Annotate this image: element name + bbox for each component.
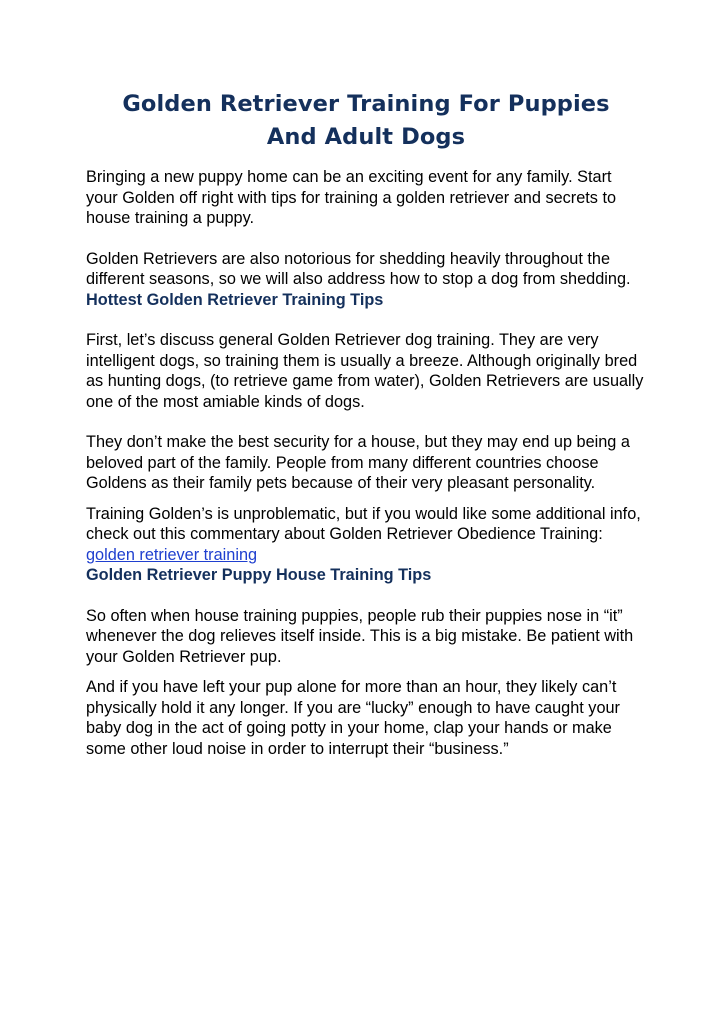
page-title-line-2: And Adult Dogs (266, 124, 466, 150)
house-training-paragraph-1: So often when house training puppies, people rub their puppies nose in “it” whenever the dog relieves itself inside. This is a big mistake. Be patient with your Golden Retriever pup. (86, 606, 634, 666)
training-paragraph-1: First, let’s discuss general Golden Retriever dog training. They are very intelligent dogs, so training them is usually a breeze. Although originally bred as hunting dogs, (to retrieve game from water), Golden Retrievers are usually one of the most amiable kinds of dogs. (86, 331, 644, 411)
house-training-paragraph-2: And if you have left your pup alone for more than an hour, they likely can’t physically hold it any longer. If you are “lucky” enough to have caught your baby dog in the act of going potty in your home, clap your hands or make some other loud noise in order to interrupt their “business.” (86, 678, 620, 758)
training-paragraph-3 (86, 504, 646, 566)
page-title-line-1: Golden Retriever Training For Puppies (122, 91, 610, 117)
section-heading-training-tips: Hottest Golden Retriever Training Tips (86, 290, 384, 309)
section-heading-house-training: Golden Retriever Puppy House Training Tips (86, 566, 432, 584)
intro-paragraph-1: Bringing a new puppy home can be an exciting event for any family. Start your Golden off right with tips for training a golden retriever and secrets to house training a puppy. (86, 168, 617, 227)
training-paragraph-3-text: Training Golden’s is unproblematic, but if you would like some additional info, check out this commentary about Golden Retriever Obedience Training: (86, 504, 641, 543)
page-title (86, 88, 646, 154)
intro-paragraph-2: Golden Retrievers are also notorious for shedding heavily throughout the different seasons, so we will also address how to stop a dog from shedding. (86, 249, 631, 288)
golden-retriever-training-link[interactable]: golden retriever training (86, 545, 258, 564)
document-content (86, 88, 646, 759)
training-paragraph-2: They don’t make the best security for a house, but they may end up being a beloved part of the family. People from many different countries choose Goldens as their family pets because of their very pleasant personality. (86, 433, 630, 492)
